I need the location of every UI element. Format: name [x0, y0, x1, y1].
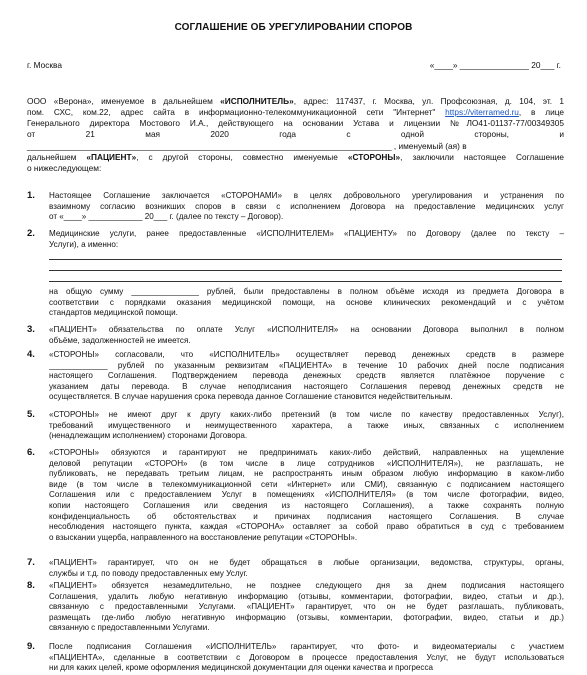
clause-text-line: объёме, задолженностей не имеется.	[49, 335, 191, 345]
clause-text-line: Медицинские услуги, ранее предоставленные «ИСПОЛНИТЕЛЕМ» «ПАЦИЕНТУ» по Договору (далее по тексту –	[49, 229, 564, 238]
clause-text-line: «СТОРОНЫ» согласовали, что «ИСПОЛНИТЕЛЬ» осуществляет перевод денежных средств в размере	[49, 350, 564, 359]
clause-text-line: на общую сумму _______________ рублей, были предоставлены в полном объёме исходя из предмета Договора в	[49, 287, 564, 296]
clause-text-line: соответствии с порядками оказания медицинской помощи, на основе клинических рекомендаций и с учётом	[49, 297, 564, 307]
clause-7	[49, 558, 564, 579]
clause-text-line: копии настоящего Соглашения или сведения из настоящего Соглашения), а также сохранять полную	[49, 500, 564, 510]
blank-fill-line	[49, 281, 562, 282]
clause-text-line: конфиденциальность об обстоятельствах и причинах подписания настоящего Соглашения. В случае	[49, 511, 564, 521]
clause-text-line: настоящего Соглашения. Подтверждением перевода денежных средств является платёжное поручение с	[49, 371, 564, 381]
clause-1	[49, 191, 564, 223]
clause-text-line: _____________ рублей по указанным реквизитам «ПАЦИЕНТА» в течение 10 рабочих дней после подписания	[49, 360, 564, 370]
date-line: «____» _______________ 20___ г.	[429, 60, 561, 70]
clause-text-line: «ПАЦИЕНТ» гарантирует, что он не будет обращаться в любые организации, ведомства, структуры, органы,	[49, 558, 564, 567]
clause-text-line: размещать где-либо любую негативную информацию (отзывы, комментарии, фотографии, видео, статьи и др.)	[49, 612, 564, 622]
clause-text-line: Соглашения или с предоставлением Услуг в помещениях «ИСПОЛНИТЕЛЯ» (в том числе фотографии, видео,	[49, 490, 564, 500]
clause-text-line: (ненадлежащим исполнением) сторонами Договора.	[49, 431, 248, 441]
clause-number: 2.	[27, 228, 35, 239]
clause-text-line: связанную с предоставленными Услугами. «ПАЦИЕНТ» гарантирует, что он не будет разглашать, публиковать,	[49, 602, 564, 612]
clause-number: 1.	[27, 190, 35, 201]
clause-number: 9.	[27, 641, 35, 652]
clause-number: 8.	[27, 580, 35, 591]
clause-2-sum	[49, 287, 564, 319]
preamble-line-4: от 21 мая 2020 года с одной стороны, и	[27, 129, 564, 139]
clause-8	[49, 581, 564, 634]
preamble-line-3: Генерального директора Мостового И.А., действующего на основании Устава и лицензии №ЛО41-01137-77/00349305	[27, 118, 564, 128]
document-title: СОГЛАШЕНИЕ ОБ УРЕГУЛИРОВАНИИ СПОРОВ	[174, 22, 413, 33]
clause-text-line: деловой репутации «СТОРОН» (в том числе в лице сотрудников «ИСПОЛНИТЕЛЯ»), не разглашать, не	[49, 458, 564, 468]
clause-text-line: требований имущественного и неимущественного характера, а также иных, связанных с исполнением	[49, 420, 564, 430]
clause-5	[49, 410, 564, 442]
clause-text-line: После подписания Соглашения «ИСПОЛНИТЕЛЬ» гарантирует, что фото- и видеоматериалы с участием	[49, 642, 564, 651]
clause-4	[49, 350, 564, 403]
clause-text-line: несоблюдения настоящего пункта, каждая «СТОРОНА» оставляет за собой право обратиться в суд с требованием	[49, 522, 564, 532]
clause-text-line: «ПАЦИЕНТА», сделанные в соответствии с Договором в процессе предоставления Услуг, не будут использоваться	[49, 652, 564, 662]
preamble-line-6: дальнейшем «ПАЦИЕНТ», с другой стороны, совместно именуемые «СТОРОНЫ», заключили настоящее Соглашение	[27, 152, 564, 162]
clause-text-line: виде (в том числе в телекоммуникационной сети «Интернет» или СМИ), связанную с подписанием настоящего	[49, 479, 564, 489]
clause-text-line: Соглашения, удалить любую негативную информацию (отзывы, комментарии, фотографии, видео, статьи и др.),	[49, 591, 564, 601]
clause-text-line: осуществляется. В случае нарушения срока перевода данное Соглашение становится недействительным.	[49, 392, 453, 402]
clause-number: 6.	[27, 447, 35, 458]
preamble-line-2: пом. СХС, ком.22, адрес сайта в информационно-телекоммуникационной сети "Интернет" https://viterramed.ru, в лице	[27, 107, 564, 117]
clause-text-line: «СТОРОНЫ» не имеют друг к другу каких-либо претензий (в том числе по качеству предоставленных Услуг),	[49, 410, 564, 419]
clause-text-line: Настоящее Соглашение заключается «СТОРОНАМИ» в целях добровольного урегулирования и устранения по	[49, 191, 564, 200]
clause-number: 4.	[27, 349, 35, 360]
clause-text-line: ни для каких целей, кроме оформления медицинской документации для оценки качества и прогресса	[49, 663, 434, 673]
clause-text-line: службы и т.д. по поводу предоставленных ему Услуг.	[49, 568, 248, 578]
clause-9	[49, 642, 564, 674]
preamble-line-7: о нижеследующем:	[27, 163, 102, 173]
clause-text-line: от «____» ____________ 20___ г. (далее по тексту – Договор).	[49, 212, 284, 222]
clause-text-line: «СТОРОНЫ» обязуются и гарантируют не предпринимать каких-либо действий, направленных на ущемление	[49, 448, 564, 457]
clause-3	[49, 325, 564, 346]
clause-2	[49, 229, 564, 250]
clause-text-line: «ПАЦИЕНТ» обязательства по оплате Услуг «ИСПОЛНИТЕЛЯ» на основании Договора выполнил в полном	[49, 325, 564, 334]
clause-6	[49, 448, 564, 543]
preamble-line-2-text: пом. СХС, ком.22, адрес сайта в информационно-телекоммуникационной сети "Интернет"	[27, 107, 446, 117]
preamble-line-5: _______________________________________________________________________________ , именуемый (ая) в	[27, 141, 467, 151]
city-label: г. Москва	[27, 60, 62, 70]
clause-number: 3.	[27, 324, 35, 335]
preamble-line-1: ООО «Верона», именуемое в дальнейшем «ИСПОЛНИТЕЛЬ», адрес: 117437, г. Москва, ул. Профсоюзная, д. 104, эт. 1	[27, 96, 564, 106]
clause-text-line: о взыскании ущерба, направленного на восстановление репутации «СТОРОНЫ».	[49, 532, 358, 542]
site-link[interactable]: https://viterramed.ru	[445, 107, 519, 117]
blank-fill-line	[49, 270, 562, 271]
clause-text-line: «ПАЦИЕНТ» обязуется незамедлительно, не позднее следующего дня за днем подписания настоящего	[49, 581, 564, 590]
clause-text-line: стандартов медицинской помощи.	[49, 308, 178, 318]
clause-text-line: связанную с предоставленными Услугами.	[49, 623, 210, 633]
clause-text-line: взаимному согласию возникших споров в связи с исполнением Договора на предоставление медицинских услуг	[49, 201, 564, 211]
clause-text-line: Услуги), а именно:	[49, 239, 119, 249]
clause-number: 7.	[27, 557, 35, 568]
clause-number: 5.	[27, 409, 35, 420]
blank-fill-line	[49, 259, 562, 260]
clause-text-line: указанием даты перевода. В случае неподписания настоящего Соглашения перевод денежных средств не	[49, 381, 564, 391]
clause-text-line: публиковать, не передавать третьим лицам, не распространять иным образом любую информацию в каком-либо	[49, 469, 564, 479]
